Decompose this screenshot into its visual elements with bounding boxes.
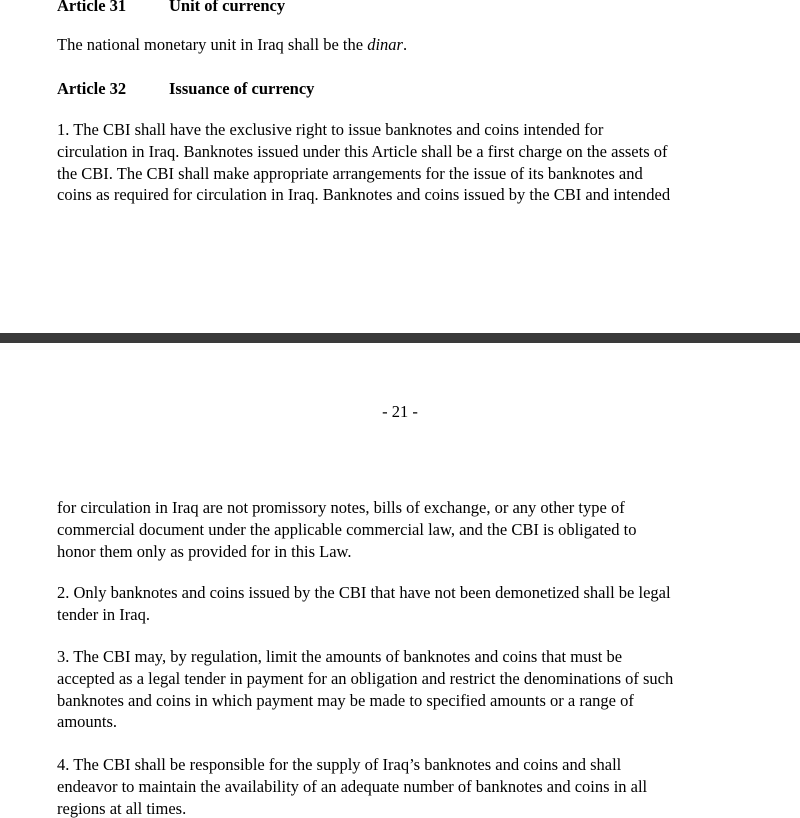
article-32-heading xyxy=(57,79,314,99)
article-31-text-emphasis: dinar xyxy=(367,35,403,54)
paragraph-line: 4. The CBI shall be responsible for the supply of Iraq’s banknotes and coins and shall xyxy=(57,755,622,774)
article-31-text-after: . xyxy=(402,35,408,54)
paragraph-line: accepted as a legal tender in payment for an obligation and restrict the denominations of such xyxy=(57,668,674,688)
article-32-paragraph-1-continued xyxy=(57,497,772,562)
paragraph-line: banknotes and coins in which payment may be made to specified amounts or a range of xyxy=(57,690,634,710)
paragraph-line: the CBI. The CBI shall make appropriate arrangements for the issue of its banknotes and xyxy=(57,163,643,183)
paragraph-line: 3. The CBI may, by regulation, limit the amounts of banknotes and coins that must be xyxy=(57,647,623,666)
page-break-divider xyxy=(0,333,800,343)
document-page-top xyxy=(0,0,800,333)
document-page-bottom xyxy=(0,343,800,818)
article-32-paragraph-3 xyxy=(57,646,772,733)
article-31-number: Article 31 xyxy=(57,0,127,15)
paragraph-line: circulation in Iraq. Banknotes issued under this Article shall be a first charge on the assets of xyxy=(57,141,668,161)
page-number: - 21 - xyxy=(382,402,418,421)
article-32-paragraph-4 xyxy=(57,754,772,818)
article-32-title: Issuance of currency xyxy=(169,79,315,98)
article-32-number: Article 32 xyxy=(57,79,127,98)
article-32-paragraph-1 xyxy=(57,119,772,206)
paragraph-line: honor them only as provided for in this Law. xyxy=(57,541,352,561)
paragraph-line: tender in Iraq. xyxy=(57,604,150,624)
paragraph-line: 2. Only banknotes and coins issued by the CBI that have not been demonetized shall be legal xyxy=(57,583,671,602)
paragraph-line: coins as required for circulation in Iraq. Banknotes and coins issued by the CBI and intended xyxy=(57,185,671,205)
paragraph-line: amounts. xyxy=(57,712,118,732)
paragraph-line: regions at all times. xyxy=(57,798,187,818)
article-32-paragraph-2 xyxy=(57,582,772,626)
article-31-heading xyxy=(57,0,285,16)
paragraph-line: for circulation in Iraq are not promissory notes, bills of exchange, or any other type of xyxy=(57,498,625,517)
article-31-text-before: The national monetary unit in Iraq shall be the xyxy=(57,35,368,54)
article-31-title: Unit of currency xyxy=(169,0,286,15)
paragraph-line: endeavor to maintain the availability of an adequate number of banknotes and coins in all xyxy=(57,776,648,796)
paragraph-line: commercial document under the applicable commercial law, and the CBI is obligated to xyxy=(57,519,637,539)
article-31-text xyxy=(57,34,772,56)
paragraph-line: 1. The CBI shall have the exclusive right to issue banknotes and coins intended for xyxy=(57,120,604,139)
